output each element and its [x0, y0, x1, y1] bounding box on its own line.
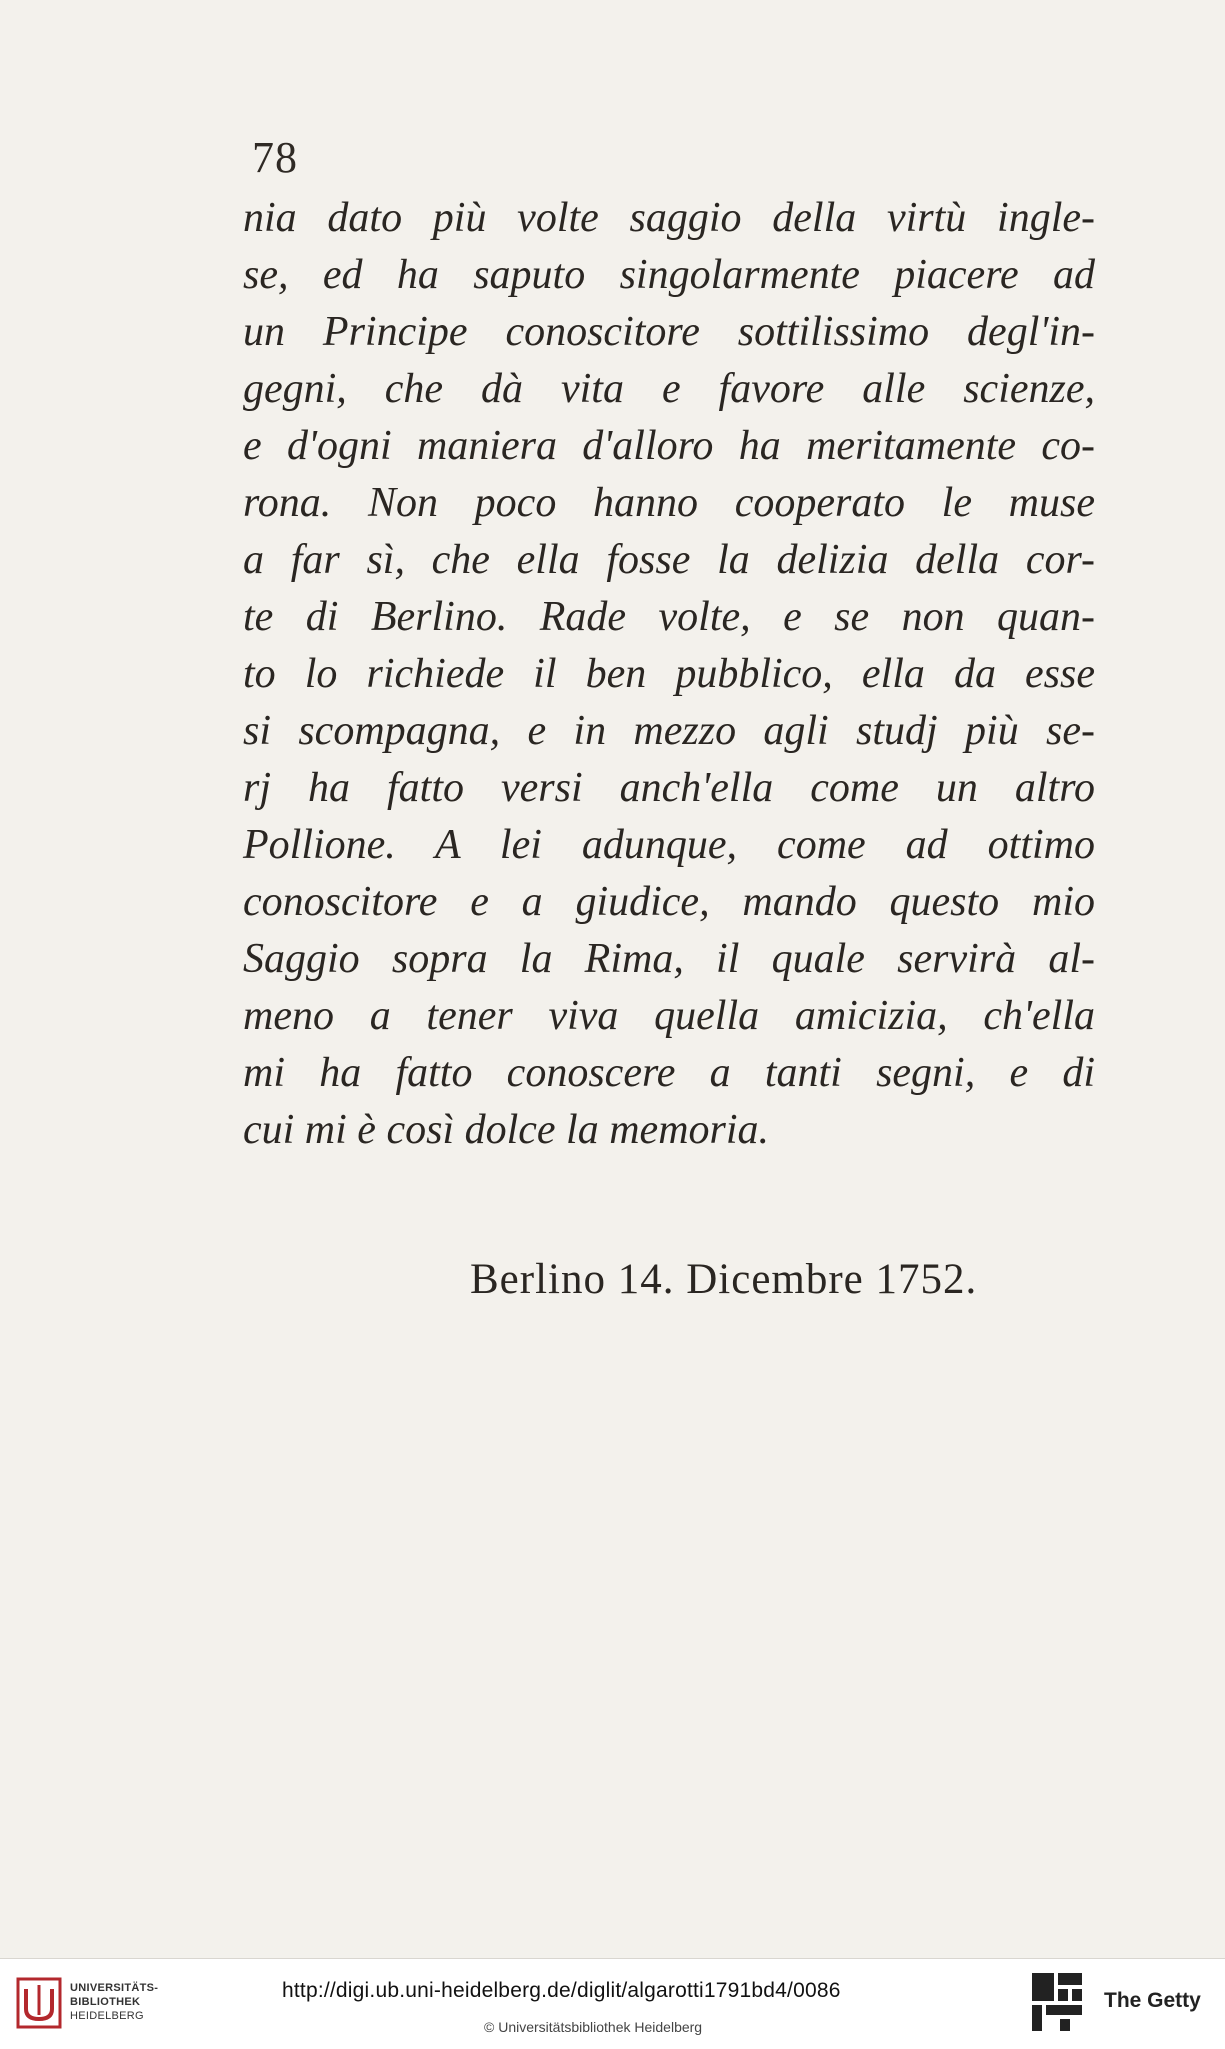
library-name-line: BIBLIOTHEK: [70, 1996, 141, 2008]
text-line: conoscitore e a giudice, mando questo mio: [243, 879, 1095, 925]
text-line: se, ed ha saputo singolarmente piacere ad: [243, 252, 1095, 298]
text-line: nia dato più volte saggio della virtù ingle-: [243, 195, 1095, 241]
text-line: Saggio sopra la Rima, il quale servirà al-: [243, 936, 1095, 982]
copyright-notice: © Universitätsbibliothek Heidelberg: [484, 2019, 703, 2035]
library-name: [70, 1981, 158, 2023]
date-line: Berlino 14. Dicembre 1752.: [470, 1256, 978, 1303]
text-line: te di Berlino. Rade volte, e se non quan-: [243, 594, 1095, 640]
text-line: rj ha fatto versi anch'ella come un altro: [243, 765, 1095, 811]
text-line: si scompagna, e in mezzo agli studj più se-: [243, 708, 1095, 754]
text-line: rona. Non poco hanno cooperato le muse: [243, 480, 1095, 526]
getty-label: The Getty: [1104, 1989, 1201, 2012]
getty-logo-icon: [1030, 1971, 1084, 2033]
text-line: meno a tener viva quella amicizia, ch'ella: [243, 993, 1095, 1039]
text-line: Pollione. A lei adunque, come ad ottimo: [243, 822, 1095, 868]
footer-bar: [0, 1958, 1225, 2049]
text-line: to lo richiede il ben pubblico, ella da esse: [243, 651, 1095, 697]
text-line: un Principe conoscitore sottilissimo degl'in-: [243, 309, 1095, 355]
text-line: e d'ogni maniera d'alloro ha meritamente co-: [243, 423, 1095, 469]
text-line: gegni, che dà vita e favore alle scienze,: [243, 366, 1095, 412]
text-line: mi ha fatto conoscere a tanti segni, e di: [243, 1050, 1095, 1096]
page-number: 78: [252, 133, 298, 182]
library-name-line: HEIDELBERG: [70, 2010, 144, 2022]
text-line: a far sì, che ella fosse la delizia della cor-: [243, 537, 1095, 583]
permalink-url[interactable]: http://digi.ub.uni-heidelberg.de/diglit/algarotti1791bd4/0086: [282, 1979, 841, 2002]
university-library-logo-icon: [14, 1975, 64, 2031]
library-name-line: UNIVERSITÄTS-: [70, 1982, 159, 1994]
text-line: cui mi è così dolce la memoria.: [243, 1107, 770, 1153]
